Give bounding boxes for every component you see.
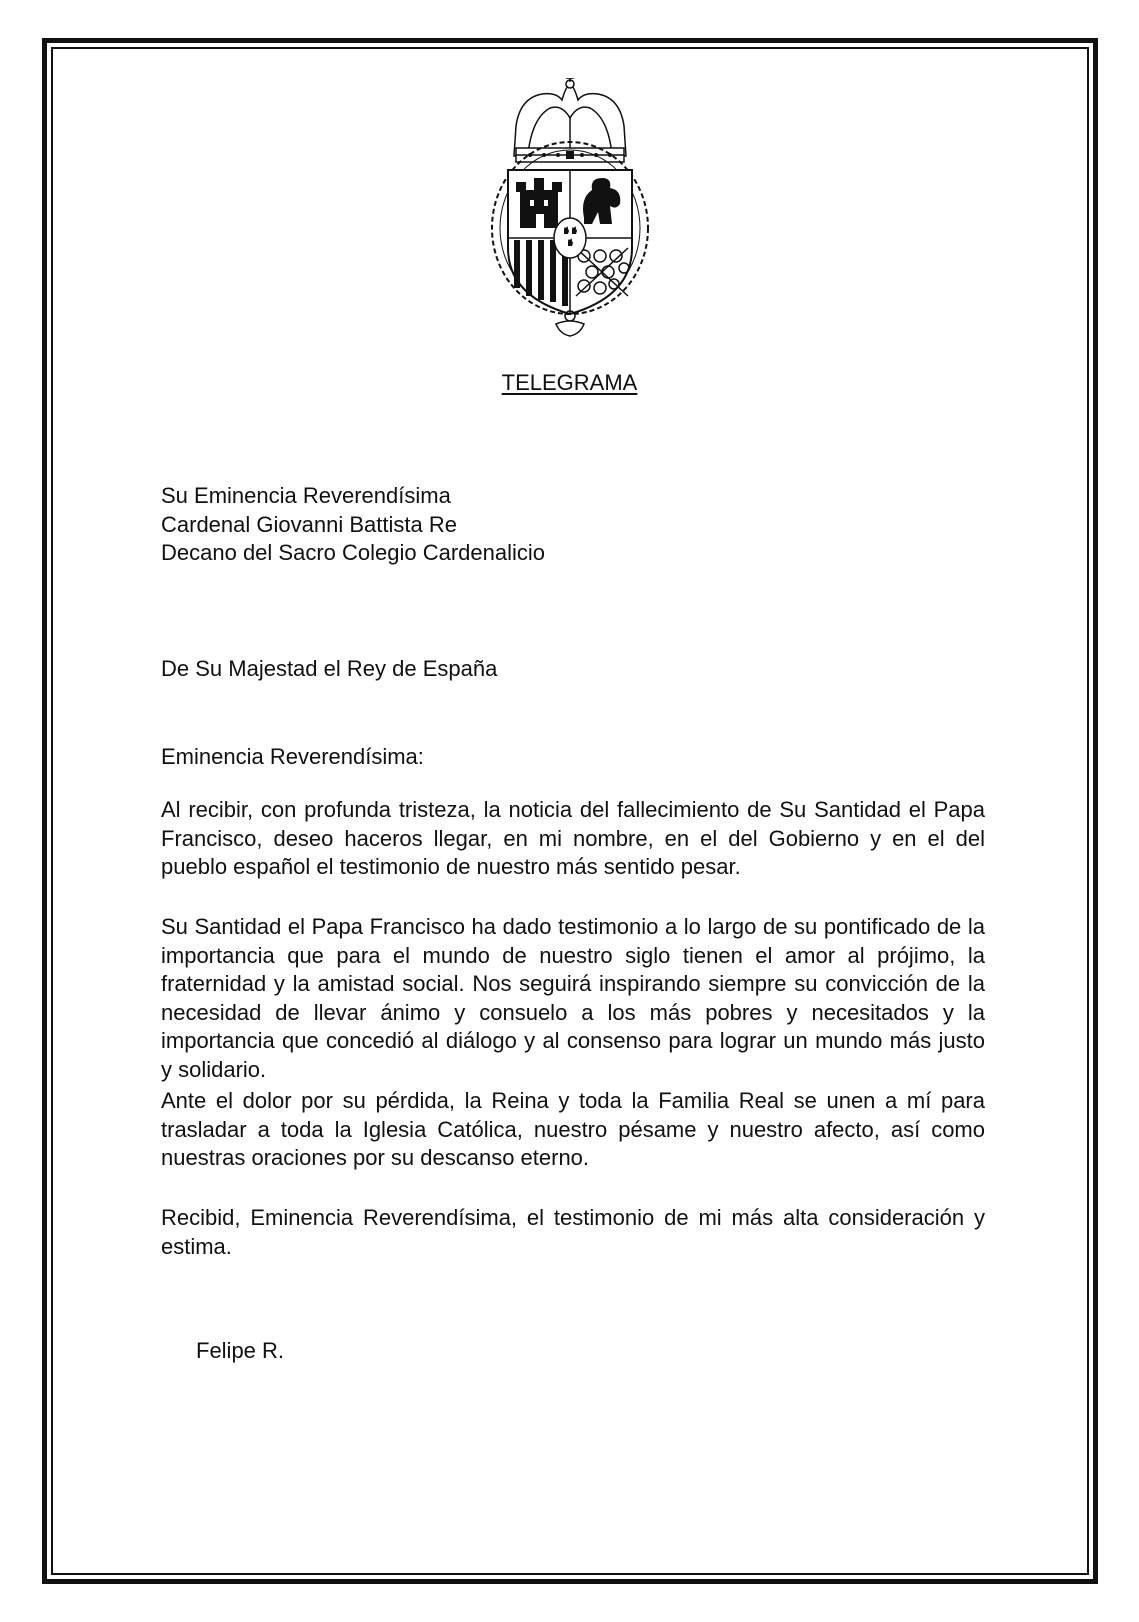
addressee-line: Su Eminencia Reverendísima: [161, 483, 451, 508]
addressee-line: Decano del Sacro Colegio Cardenalicio: [161, 540, 546, 566]
signature: Felipe R.: [196, 1338, 285, 1363]
royal-coat-of-arms-icon: [480, 78, 660, 338]
closing-paragraph: Recibid, Eminencia Reverendísima, el testimonio de mi más alta consideración y estima.: [161, 1205, 985, 1259]
sender-line: De Su Majestad el Rey de España: [161, 656, 498, 681]
body-paragraph: Ante el dolor por su pérdida, la Reina y toda la Familia Real se unen a mí para trasladar a toda la Iglesia Católica, nuestro pésame y nuestro afecto, así como nuestras oraciones por su descanso eterno.: [161, 1088, 985, 1171]
addressee-block: [161, 482, 985, 568]
document-title: TELEGRAMA: [501, 370, 638, 395]
body-paragraph: Al recibir, con profunda tristeza, la noticia del fallecimiento de Su Santidad el Papa Francisco, deseo haceros llegar, en mi nombre, en el del Gobierno y en el del pueblo español el testimonio de nuestro más sentido pesar.: [161, 797, 985, 880]
salutation: Eminencia Reverendísima:: [161, 744, 424, 769]
body-paragraph: Su Santidad el Papa Francisco ha dado testimonio a lo largo de su pontificado de la importancia que para el mundo de nuestro siglo tienen el amor al prójimo, la fraternidad y la amistad social. Nos seguirá inspirando siempre su convicción de la necesidad de llevar ánimo y consuelo a los más pobres y necesitados y la importancia que concedió al diálogo y al consenso para lograr un mundo más justo y solidario.: [161, 914, 985, 1082]
addressee-line: Cardenal Giovanni Battista Re: [161, 511, 457, 537]
